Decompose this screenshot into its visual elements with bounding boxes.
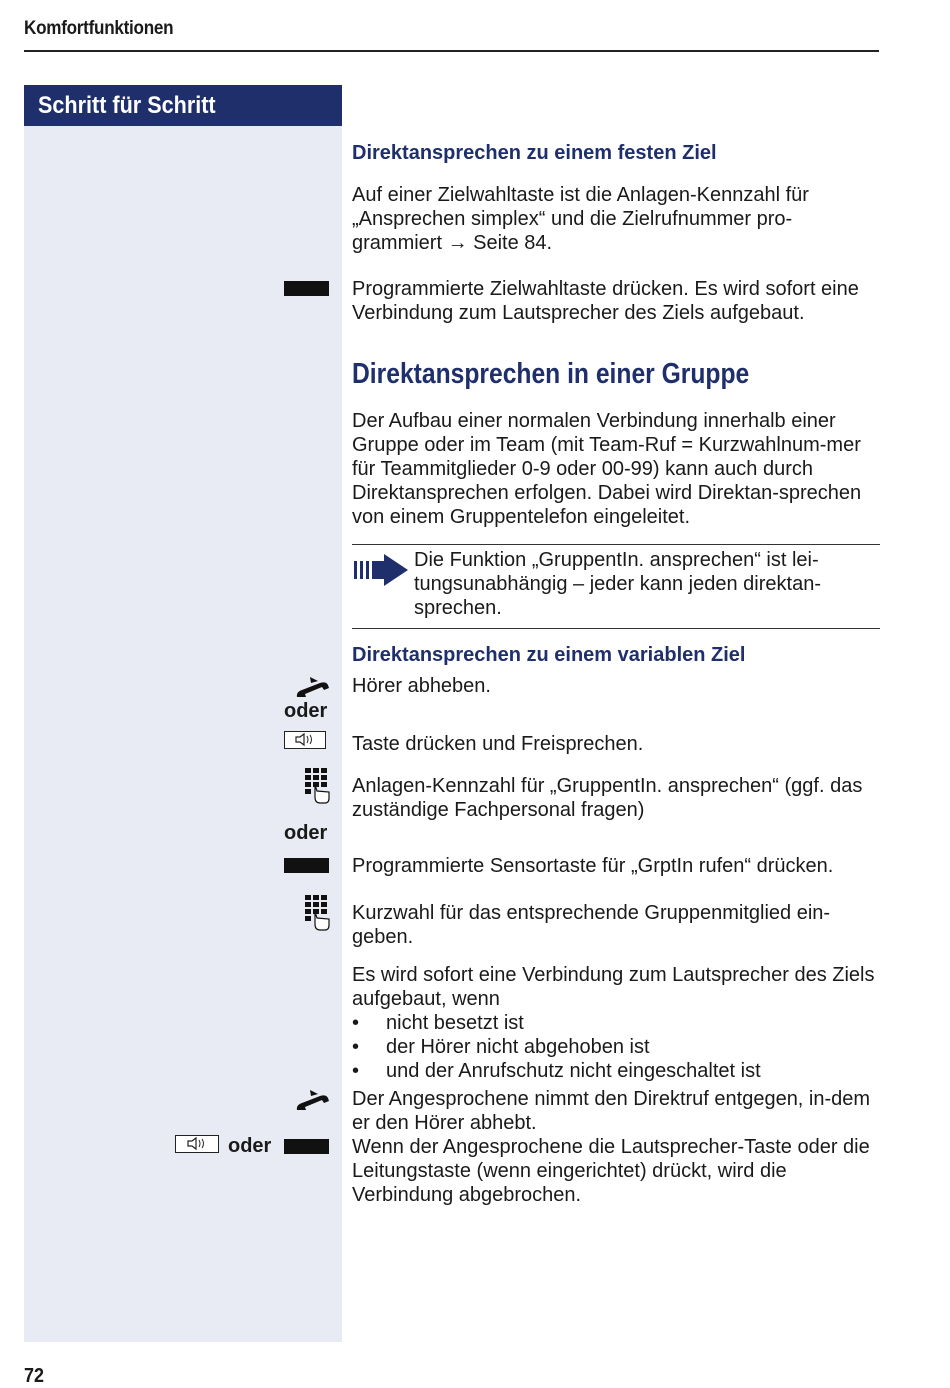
sensor-key-icon — [284, 858, 329, 873]
condition-list — [352, 1011, 880, 1083]
list-item: • und der Anrufschutz nicht eingeschaltet ist — [352, 1059, 880, 1083]
step-press-key: Programmierte Zielwahltaste drücken. Es wird sofort eine Verbindung zum Lautsprecher des Ziels aufgebaut. — [352, 278, 859, 324]
note-arrow-icon — [352, 552, 410, 588]
section-heading-variable-target: Direktansprechen zu einem variablen Ziel — [352, 644, 746, 666]
function-key-icon — [284, 281, 329, 296]
list-item: • der Hörer nicht abgehoben ist — [352, 1035, 880, 1059]
step-sensor-key: Programmierte Sensortaste für „GrptIn rufen“ drücken. — [352, 855, 834, 877]
section1-intro-text: Auf einer Zielwahltaste ist die Anlagen-Kennzahl für „Ansprechen simplex“ und die Zielrufnummer pro-grammiert — [352, 184, 809, 254]
speaker-key-icon — [175, 1135, 219, 1153]
step-speed-dial: Kurzwahl für das entsprechende Gruppenmitglied ein-geben. — [352, 902, 831, 948]
step-speakerphone: Taste drücken und Freisprechen. — [352, 733, 644, 755]
keypad-icon — [304, 894, 330, 932]
sidebar-title-text: Schritt für Schritt — [38, 92, 216, 119]
line-key-icon — [284, 1139, 329, 1154]
oder-label: oder — [284, 700, 328, 722]
step-cancel: Wenn der Angesprochene die Lautsprecher-Taste oder die Leitungstaste (wenn eingerichtet) drückt, wird die Verbindung abgebrochen. — [352, 1136, 870, 1206]
note-rule-bottom — [352, 628, 880, 629]
handset-lift-icon — [294, 1088, 332, 1114]
note-text: Die Funktion „GruppentIn. ansprechen“ ist lei-tungsunabhängig – jeder kann jeden direktan-sprechen. — [414, 549, 821, 619]
keypad-icon — [304, 767, 330, 805]
section-heading-group: Direktansprechen in einer Gruppe — [352, 358, 750, 390]
oder-label: oder — [228, 1135, 272, 1157]
result-intro: Es wird sofort eine Verbindung zum Lautsprecher des Ziels aufgebaut, wenn — [352, 964, 875, 1010]
step-lift-handset: Hörer abheben. — [352, 675, 491, 697]
note-rule-top — [352, 544, 880, 545]
page-reference[interactable]: Seite 84. — [467, 232, 553, 254]
step-enter-code: Anlagen-Kennzahl für „GruppentIn. ansprechen“ (ggf. das zuständige Fachpersonal fragen) — [352, 775, 863, 821]
step-accept-call: Der Angesprochene nimmt den Direktruf entgegen, in-dem er den Hörer abhebt. — [352, 1088, 871, 1134]
section-heading-fixed-target: Direktansprechen zu einem festen Ziel — [352, 142, 717, 164]
arrow-right-icon: → — [447, 232, 468, 254]
section2-intro: Der Aufbau einer normalen Verbindung innerhalb einer Gruppe oder im Team (mit Team-Ruf = Kurzwahlnum-mer für Teammitglieder 0-9 oder 00-99) kann auch durch Direktansprechen erfolgen. Dabei wird Direktan-sprechen von einem Gruppentelefon eingeleitet. — [352, 410, 862, 528]
handset-lift-icon — [294, 675, 332, 701]
list-item: • nicht besetzt ist — [352, 1011, 880, 1035]
section1-intro — [352, 183, 880, 255]
result-block — [352, 963, 880, 1083]
running-head: Komfortfunktionen — [24, 18, 174, 39]
oder-label: oder — [284, 822, 328, 844]
header-rule — [24, 50, 879, 52]
speaker-key-icon — [284, 731, 326, 749]
sidebar-title — [24, 85, 342, 126]
page-number: 72 — [24, 1365, 45, 1387]
